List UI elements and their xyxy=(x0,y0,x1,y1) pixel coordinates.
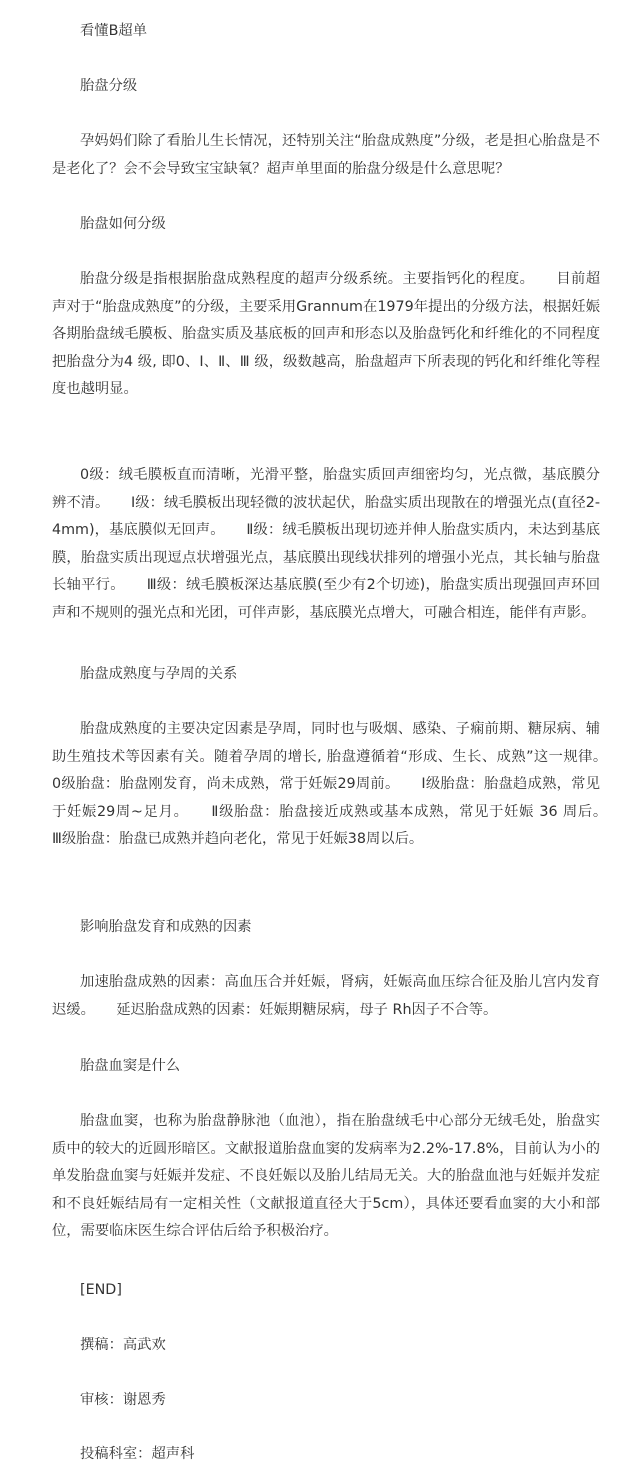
department-credit: 投稿科室：超声科 xyxy=(80,1446,195,1462)
section-heading: 影响胎盘发育和成熟的因素 xyxy=(80,919,252,935)
end-marker: [END] xyxy=(80,1282,122,1298)
author-credit: 撰稿：高武欢 xyxy=(80,1337,166,1353)
paragraph: 胎盘血窦，也称为胎盘静脉池（血池），指在胎盘绒毛中心部分无绒毛处，胎盘实质中的较大的近圆形暗区。文献报道胎盘血窦的发病率为2.2%-17.8%，目前认为小的单发胎盘血窦与妊娠并发症、不良妊娠以及胎儿结局无关。大的胎盘血池与妊娠并发症和不良妊娠结局有一定相关性（文献报道直径大于5cm），具体还要看血窦的大小和部位，需要临床医生综合评估后给予积极治疗。 xyxy=(52,1113,600,1240)
section-heading: 胎盘如何分级 xyxy=(80,216,166,232)
section-heading: 胎盘血窦是什么 xyxy=(80,1058,181,1074)
paragraph: 加速胎盘成熟的因素：高血压合并妊娠，肾病，妊娠高血压综合征及胎儿宫内发育迟缓。 延迟胎盘成熟的因素：妊娠期糖尿病，母子 Rh因子不合等。 xyxy=(52,974,600,1018)
paragraph: 胎盘成熟度的主要决定因素是孕周，同时也与吸烟、感染、子痫前期、糖尿病、辅助生殖技术等因素有关。随着孕周的增长, 胎盘遵循着“形成、生长、成熟”这一规律。 0级胎盘：胎盘刚发育，尚未成熟，常于妊娠29周前。 Ⅰ级胎盘：胎盘趋成熟，常见于妊娠29周~足月。 Ⅱ级胎盘：胎盘接近成熟或基本成熟，常见于妊娠 36 周后。 Ⅲ级胎盘：胎盘已成熟并趋向老化，常见于妊娠38周以后。 xyxy=(52,721,629,848)
paragraph: 孕妈妈们除了看胎儿生长情况，还特别关注“胎盘成熟度”分级，老是担心胎盘是不是老化了？会不会导致宝宝缺氧？超声单里面的胎盘分级是什么意思呢？ xyxy=(52,133,600,177)
section-heading: 胎盘成熟度与孕周的关系 xyxy=(80,666,238,682)
reviewer-credit: 审核：谢恩秀 xyxy=(80,1392,166,1408)
paragraph: 0级：绒毛膜板直而清晰，光滑平整，胎盘实质回声细密均匀，光点微，基底膜分辨不清。 Ⅰ级：绒毛膜板出现轻微的波状起伏，胎盘实质出现散在的增强光点(直径2-4mm)，基底膜似无回声。 Ⅱ级：绒毛膜板出现切迹并伸人胎盘实质内，未达到基底膜，胎盘实质出现逗点状增强光点，基底膜出现线状排列的增强小光点，其长轴与胎盘长轴平行。 Ⅲ级：绒毛膜板深达基底膜(至少有2个切迹)，胎盘实质出现强回声环回声和不规则的强光点和光团，可伴声影，基底膜光点增大，可融合相连，能伴有声影。 xyxy=(52,467,600,621)
section-heading: 胎盘分级 xyxy=(80,78,138,94)
article-title: 看懂B超单 xyxy=(80,23,147,39)
paragraph: 胎盘分级是指根据胎盘成熟程度的超声分级系统。主要指钙化的程度。 目前超声对于“胎盘成熟度”的分级，主要采用Grannum在1979年提出的分级方法，根据妊娠各期胎盘绒毛膜板、胎盘实质及基底板的回声和形态以及胎盘钙化和纤维化的不同程度把胎盘分为4 级, 即0、Ⅰ、Ⅱ、Ⅲ 级，级数越高，胎盘超声下所表现的钙化和纤维化等程度也越明显。 xyxy=(52,271,600,398)
